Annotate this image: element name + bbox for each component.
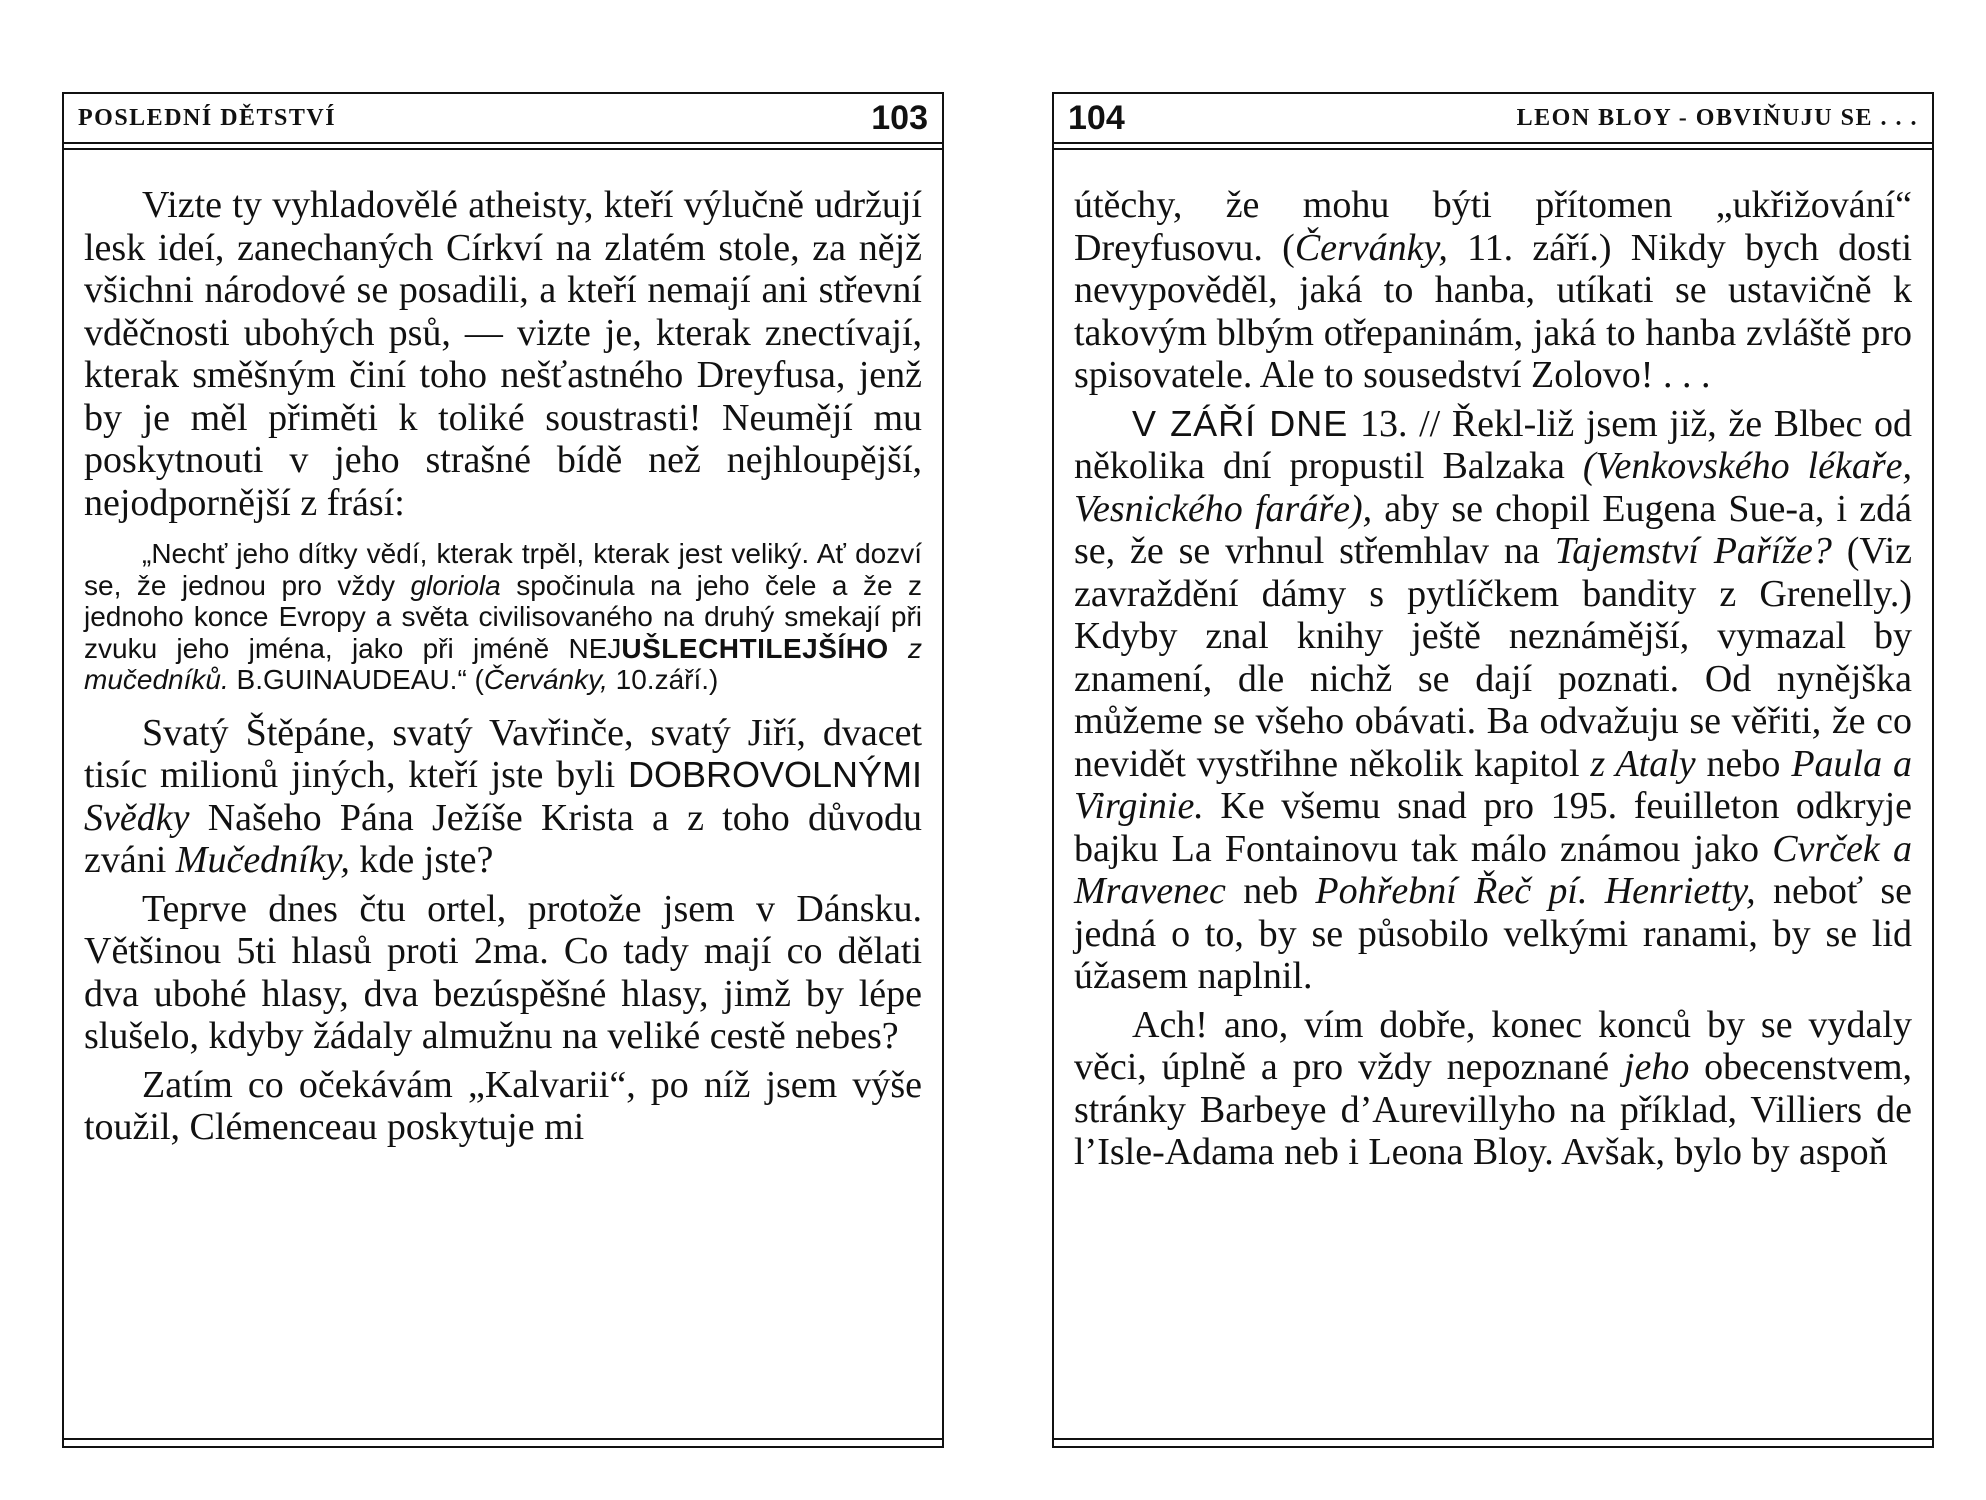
running-title: POSLEDNÍ DĚTSTVÍ [78,104,337,131]
running-header [78,98,928,138]
header-rule-2 [1052,148,1934,150]
frame-line-right [1932,92,1934,1448]
running-title: LEON BLOY - OBVIŇUJU SE . . . [1516,104,1918,131]
header-rule-1 [1052,142,1934,144]
footer-rule-1 [62,1438,944,1440]
footer-rule-2 [1052,1446,1934,1448]
running-header [1068,98,1918,138]
paragraph: V ZÁŘÍ DNE 13. // Řekl-liž jsem již, že Blbec od několika dní propustil Balzaka (Venkovského lékaře, Vesnického faráře), aby se chopil Eugena Sue-a, i zdá se, že se vrhnul střemhlav na Tajemství Paříže? (Viz zavraždění dámy s pytlíčkem bandity z Grenelly.) Kdyby znal knihy ještě neznámější, vymazal by znamení, dle nichž se dají poznati. Od nynějška můžeme se všeho obávati. Ba odvažuju se věřiti, že co nevidět vystřihne několik kapitol z Ataly nebo Paula a Virginie. Ke všemu snad pro 195. feuilleton odkryje bajku La Fontainovu tak málo známou jako Cvrček a Mravenec neb Pohřební Řeč pí. Henrietty, neboť se jedná o to, by se působilo velkými ranami, by se lid úžasem naplnil. [1074,402,1913,997]
paragraph: útěchy, že mohu býti přítomen „ukřižování“ Dreyfusovu. (Červánky, 11. září.) Nikdy bych dosti nevypověděl, jaká to hanba, utíkati se ustavičně k takovým blbým otřepaninám, jaká to hanba zvláště pro spisovatele. Ale to sousedství Zolovo! . . . [1074,184,1913,396]
frame-line-left [1052,92,1054,1448]
block-quote: „Nechť jeho dítky vědí, kterak trpěl, kterak jest veliký. Ať dozví se, že jednou pro vždy gloriola spočinula na jeho čele a že z jednoho konce Evropy a světa civilisovaného na druhý smekají při zvuku jeho jména, jako při jméně NEJUŠLECHTILEJŠÍHO z mučedníků. B.GUINAUDEAU.“ (Červánky, 10.září.) [84,538,922,695]
paragraph: Vizte ty vyhladovělé atheisty, kteří výlučně udržují lesk ideí, zanechaných Církví na zlatém stole, za nějž všichni národové se posadili, a kteří nemají ani střevní vděčnosti ubohých psů, — vizte je, kterak znectívají, kterak směšným činí toho nešťastného Dreyfusa, jenž by je měl přiměti k toliké soustrasti! Neumějí mu poskytnouti v jeho strašné bídě než nejhloupější, nejodpornější z frásí: [84,184,922,524]
paragraph: Teprve dnes čtu ortel, protože jsem v Dánsku. Většinou 5ti hlasů proti 2ma. Co tady mají co dělati dva ubohé hlasy, dva bezúspěšné hlasy, jimž by lépe slušelo, kdyby žádaly almužnu na veliké cestě nebes? [84,887,922,1057]
page-body [1074,184,1912,1180]
paragraph: Zatím co očekávám „Kalvarii“, po níž jsem výše toužil, Clémenceau poskytuje mi [84,1063,922,1148]
page-number: 103 [871,98,928,137]
page-body [84,184,922,1155]
frame-line-right [942,92,944,1448]
frame-line-top [1052,92,1934,94]
page-number: 104 [1068,98,1125,137]
header-rule-2 [62,148,944,150]
right-page [1052,92,1934,1448]
left-page [62,92,944,1448]
paragraph: Svatý Štěpáne, svatý Vavřinče, svatý Jiří, dvacet tisíc milionů jiných, kteří jste byli DOBROVOLNÝMI Svědky Našeho Pána Ježíše Krista a z toho důvodu zváni Mučedníky, kde jste? [84,711,923,881]
header-rule-1 [62,142,944,144]
footer-rule-1 [1052,1438,1934,1440]
paragraph: Ach! ano, vím dobře, konec konců by se vydaly věci, úplně a pro vždy nepoznané jeho obecenstvem, stránky Barbeye d’Aurevillyho na příklad, Villiers de l’Isle-Adama neb i Leona Bloy. Avšak, bylo by aspoň [1074,1003,1913,1173]
frame-line-top [62,92,944,94]
frame-line-left [62,92,64,1448]
footer-rule-2 [62,1446,944,1448]
